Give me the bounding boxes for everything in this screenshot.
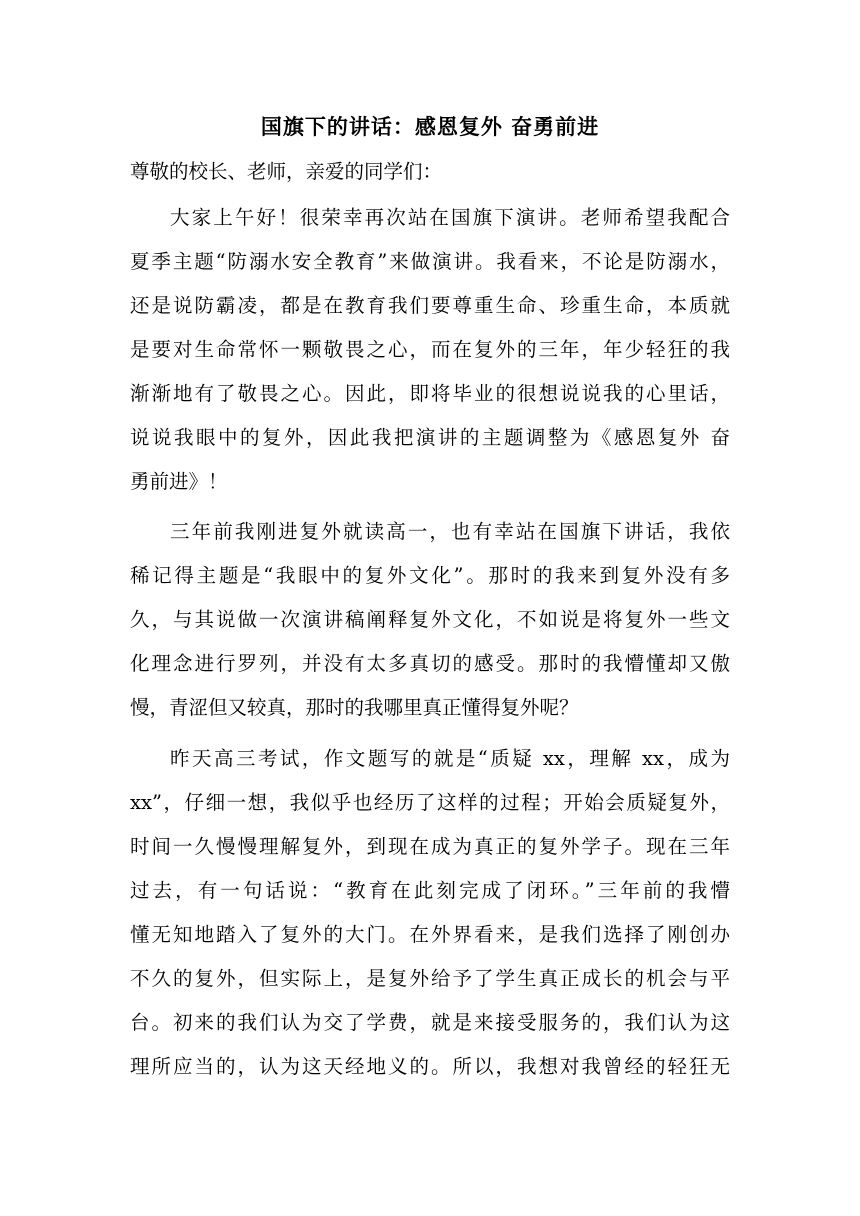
paragraph-line: 昨天高三考试，作文题写的就是“质疑 xx，理解 xx，成为 [170, 747, 730, 770]
paragraph-line: 慢，青涩但又较真，那时的我哪里真正懂得复外呢？ [130, 696, 579, 719]
paragraph-line: 还是说防霸凌，都是在教育我们要尊重生命、珍重生命，本质就 [130, 294, 730, 317]
document-title: 国旗下的讲话：感恩复外 奋勇前进 [260, 114, 600, 139]
paragraph-line: 化理念进行罗列，并没有太多真切的感受。那时的我懵懂却又傲 [130, 652, 730, 675]
paragraph-line: 是要对生命常怀一颗敬畏之心，而在复外的三年，年少轻狂的我 [130, 338, 730, 361]
paragraph-line: 说说我眼中的复外，因此我把演讲的主题调整为《感恩复外 奋 [130, 426, 730, 449]
paragraph-line: 台。初来的我们认为交了学费，就是来接受服务的，我们认为这 [130, 1011, 730, 1034]
paragraph-line: 三年前我刚进复外就读高一，也有幸站在国旗下讲话，我依 [170, 520, 730, 543]
paragraph-line: 勇前进》！ [130, 470, 228, 493]
paragraph-1 [130, 196, 730, 504]
paragraph-line: 不久的复外，但实际上，是复外给予了学生真正成长的机会与平 [130, 967, 730, 990]
paragraph-line: 懂无知地踏入了复外的大门。在外界看来，是我们选择了刚创办 [130, 923, 730, 946]
paragraph-line: 夏季主题“防溺水安全教育”来做演讲。我看来，不论是防溺水， [130, 250, 730, 273]
paragraph-line: 久，与其说做一次演讲稿阐释复外文化，不如说是将复外一些文 [130, 608, 730, 631]
paragraph-line: 过去，有一句话说：“教育在此刻完成了闭环。”三年前的我懵 [130, 879, 730, 902]
paragraph-line: 时间一久慢慢理解复外，到现在成为真正的复外学子。现在三年 [130, 835, 730, 858]
salutation: 尊敬的校长、老师，亲爱的同学们： [130, 160, 443, 183]
paragraph-line: 渐渐地有了敬畏之心。因此，即将毕业的很想说说我的心里话， [130, 382, 730, 405]
paragraph-line: xx”，仔细一想，我似乎也经历了这样的过程；开始会质疑复外， [130, 791, 730, 814]
paragraph-2 [130, 510, 730, 730]
paragraph-line: 理所应当的，认为这天经地义的。所以，我想对我曾经的轻狂无 [130, 1055, 730, 1078]
paragraph-3 [130, 737, 730, 1089]
paragraph-line: 大家上午好！很荣幸再次站在国旗下演讲。老师希望我配合 [170, 206, 730, 229]
paragraph-line: 稀记得主题是“我眼中的复外文化”。那时的我来到复外没有多 [130, 564, 730, 587]
